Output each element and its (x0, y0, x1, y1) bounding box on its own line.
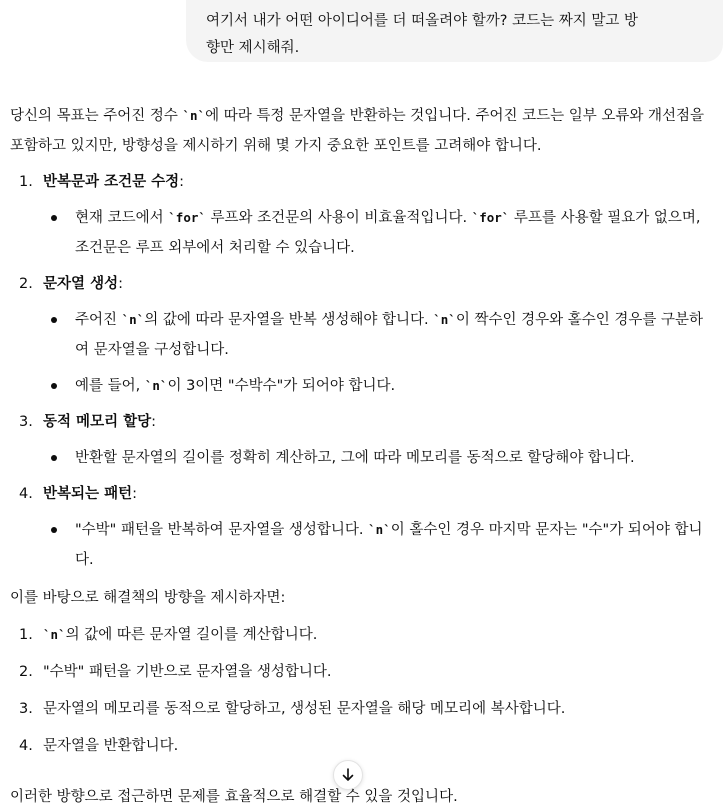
assistant-response (10, 101, 720, 761)
list-number: 3. (19, 414, 33, 430)
conclusion-paragraph: 이러한 방향으로 접근하면 문제를 효율적으로 해결할 수 있을 것입니다. (10, 789, 458, 805)
bullet-list (43, 443, 720, 473)
point-colon: : (179, 174, 185, 190)
step-item (10, 620, 720, 650)
step-text: 의 값에 따른 문자열 길이를 계산합니다. (65, 627, 318, 643)
point-title: 문자열 생성 (43, 276, 119, 292)
direction-intro: 이를 바탕으로 해결책의 방향을 제시하자면: (10, 590, 286, 606)
inline-code: `n` (368, 522, 391, 537)
user-message-line: 여기서 내가 어떤 아이디어를 더 떠올려야 할까? 코드는 짜지 말고 방 (206, 13, 638, 29)
user-message-line: 향만 제시해줘. (206, 40, 300, 56)
arrow-down-icon (341, 768, 355, 782)
bullet-item (10, 443, 720, 473)
list-number: 4. (19, 738, 33, 754)
user-message-bubble (186, 0, 723, 62)
inline-code-text: n (440, 312, 449, 327)
point-colon: : (118, 276, 123, 292)
list-number: 3. (19, 701, 33, 717)
list-number: 2. (19, 664, 33, 680)
point-title: 동적 메모리 할당 (43, 414, 152, 430)
point-colon: : (151, 414, 157, 430)
list-number: 2. (19, 276, 33, 292)
intro-text: 당신의 목표는 주어진 정수 (10, 108, 183, 124)
step-text: "수박" 패턴을 기반으로 문자열을 생성합니다. (43, 664, 332, 680)
inline-code: `for` (471, 210, 510, 225)
intro-text: 에 따라 특정 문자열을 반환하는 것입니다. 주어진 코드는 일부 오류와 개선점을 포함하고 있지만, 방향성을 제시하기 위해 몇 가지 중요한 포인트를 고려해야 합니다. (10, 108, 705, 154)
point-title: 반복되는 패턴 (43, 486, 133, 502)
step-text: 문자열의 메모리를 동적으로 할당하고, 생성된 문자열을 해당 메모리에 복사합니다. (43, 701, 566, 717)
step-item (10, 731, 720, 761)
step-text: 문자열을 반환합니다. (43, 738, 179, 754)
inline-code-text: n (375, 522, 384, 537)
inline-code-text: for (175, 210, 199, 225)
bullet-item (10, 203, 720, 263)
inline-code-text: n (129, 312, 137, 327)
step-item (10, 657, 720, 687)
bullet-list (43, 203, 720, 263)
bullet-text: 루프를 사용할 필요가 없으며, 조건문은 루프 외부에서 처리할 수 있습니다. (75, 210, 701, 256)
bullet-dot (51, 527, 57, 533)
list-number: 1. (19, 174, 33, 190)
inline-code: `n` (121, 312, 145, 327)
bullet-item (10, 305, 720, 365)
bullet-list (43, 515, 720, 575)
point-colon: : (132, 486, 137, 502)
bullet-dot (51, 455, 57, 461)
bullet-text: 주어진 (75, 312, 122, 328)
point-item (10, 167, 720, 263)
bullet-item (10, 371, 720, 401)
bullet-text: 예를 들어, (75, 378, 145, 394)
inline-code-text: n (50, 627, 59, 642)
point-item (10, 269, 720, 401)
inline-code: n (190, 108, 198, 123)
bullet-item (10, 515, 720, 575)
point-item (10, 479, 720, 575)
bullet-text: 의 값에 따라 문자열을 반복 생성해야 합니다. (144, 312, 434, 328)
intro-paragraph: 당신의 목표는 주어진 정수 `n`에 따라 특정 문자열을 반환하는 것입니다. 주어진 코드는 일부 오류와 개선점을 포함하고 있지만, 방향성을 제시하기 위해 몇 가지 중요한 포인트를 고려해야 합니다. (10, 108, 705, 154)
inline-code-text: for (479, 210, 502, 225)
step-item (10, 694, 720, 724)
steps-list (10, 620, 720, 761)
list-number: 4. (19, 486, 33, 502)
inline-code: `n` (43, 627, 66, 642)
inline-code: `n` (144, 378, 168, 393)
inline-code-text: n (152, 378, 160, 393)
bullet-text: 이 3이면 "수박수"가 되어야 합니다. (167, 378, 396, 394)
list-number: 1. (19, 627, 33, 643)
bullet-text: 이 홀수인 경우 마지막 문자는 "수"가 되어야 합니다. (75, 522, 703, 568)
point-title: 반복문과 조건문 수정 (43, 174, 180, 190)
bullet-text: "수박" 패턴을 반복하여 문자열을 생성합니다. (75, 522, 369, 538)
point-item (10, 407, 720, 473)
inline-code: `for` (168, 210, 206, 225)
bullet-list (43, 305, 720, 401)
bullet-text: 반환할 문자열의 길이를 정확히 계산하고, 그에 따라 메모리를 동적으로 할당해야 합니다. (75, 450, 635, 466)
bullet-dot (51, 317, 57, 323)
inline-code: `n` (433, 312, 456, 327)
bullet-dot (51, 215, 57, 221)
bullet-dot (51, 383, 57, 389)
bullet-text: 현재 코드에서 (75, 210, 169, 226)
bullet-text: 이 짝수인 경우와 홀수인 경우를 구분하여 문자열을 구성합니다. (75, 312, 703, 358)
bullet-text: 루프와 조건문의 사용이 비효율적입니다. (205, 210, 472, 226)
points-list (10, 167, 720, 575)
